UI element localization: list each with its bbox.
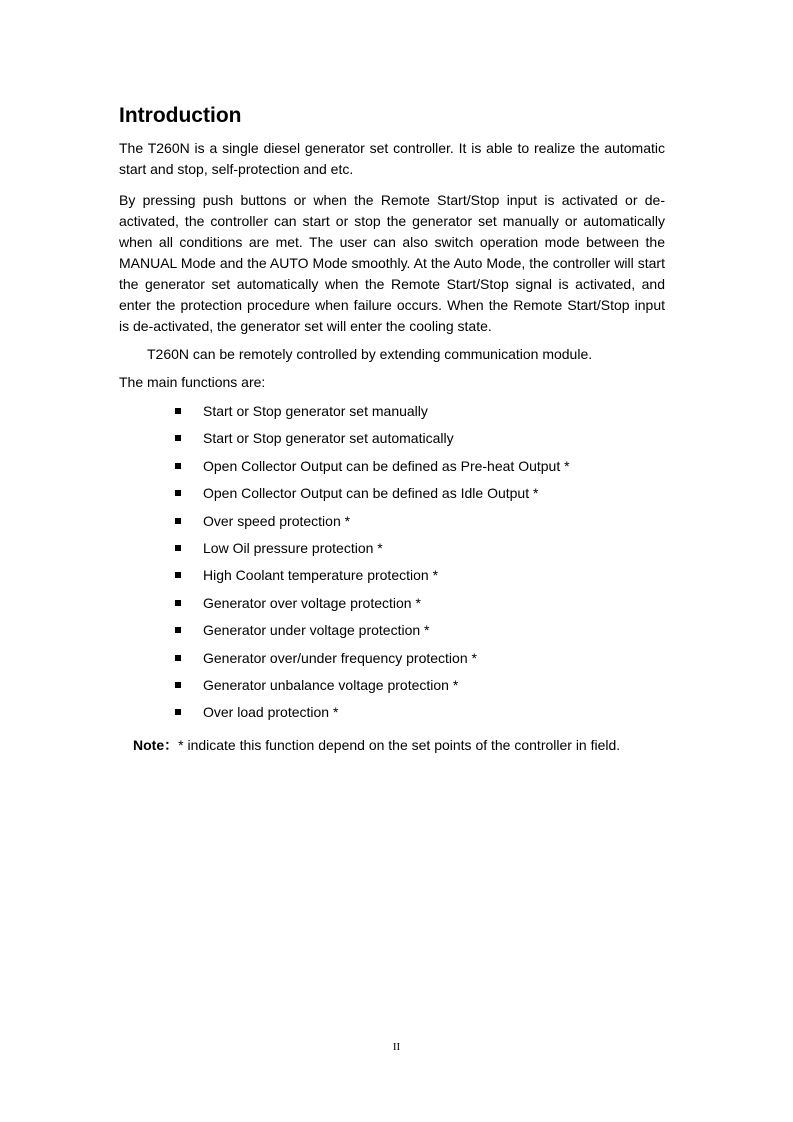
list-item-text: Generator under voltage protection * xyxy=(203,622,430,639)
note-label: Note： xyxy=(133,737,179,753)
bullet-icon xyxy=(175,408,181,414)
bullet-icon xyxy=(175,545,181,551)
functions-intro: The main functions are: xyxy=(119,374,266,390)
bullet-icon xyxy=(175,682,181,688)
remote-control-paragraph: T260N can be remotely controlled by extending communication module. xyxy=(147,346,593,362)
bullet-icon xyxy=(175,518,181,524)
bullet-icon xyxy=(175,627,181,633)
bullet-icon xyxy=(175,655,181,661)
intro-paragraph: The T260N is a single diesel generator set controller. It is able to realize the automatic start and stop, self-protection and etc. xyxy=(119,140,665,177)
note-text: * indicate this function depend on the set points of the controller in field. xyxy=(178,737,621,753)
operation-paragraph: By pressing push buttons or when the Remote Start/Stop input is activated or de-activated, the controller can start or stop the generator set manually or automatically when all conditions are met. The user can also switch operation mode between the MANUAL Mode and the AUTO Mode smoothly. At the Auto Mode, the controller will start the generator set automatically when the Remote Start/Stop signal is activated, and enter the protection procedure when failure occurs. When the Remote Start/Stop input is de-activated, the generator set will enter the cooling state. xyxy=(119,192,665,334)
page-number: II xyxy=(392,1041,401,1053)
list-item-text: Over load protection * xyxy=(203,704,339,721)
list-item-text: Start or Stop generator set manually xyxy=(203,403,428,419)
bullet-icon xyxy=(175,435,181,441)
bullet-icon xyxy=(175,709,181,715)
list-item-text: Over speed protection * xyxy=(203,512,351,529)
bullet-icon xyxy=(175,490,181,496)
list-item-text: Generator over/under frequency protection * xyxy=(203,649,477,666)
list-item-text: Open Collector Output can be defined as Pre-heat Output * xyxy=(203,457,570,474)
bullet-icon xyxy=(175,600,181,606)
list-item-text: Generator unbalance voltage protection * xyxy=(203,676,459,693)
list-item-text: Start or Stop generator set automatically xyxy=(203,430,454,447)
section-heading: Introduction xyxy=(119,104,242,127)
list-item-text: Generator over voltage protection * xyxy=(203,594,421,611)
list-item-text: High Coolant temperature protection * xyxy=(203,567,439,584)
list-item-text: Low Oil pressure protection * xyxy=(203,539,383,556)
note xyxy=(133,735,620,755)
list-item-text: Open Collector Output can be defined as Idle Output * xyxy=(203,485,539,502)
bullet-icon xyxy=(175,463,181,469)
bullet-icon xyxy=(175,572,181,578)
